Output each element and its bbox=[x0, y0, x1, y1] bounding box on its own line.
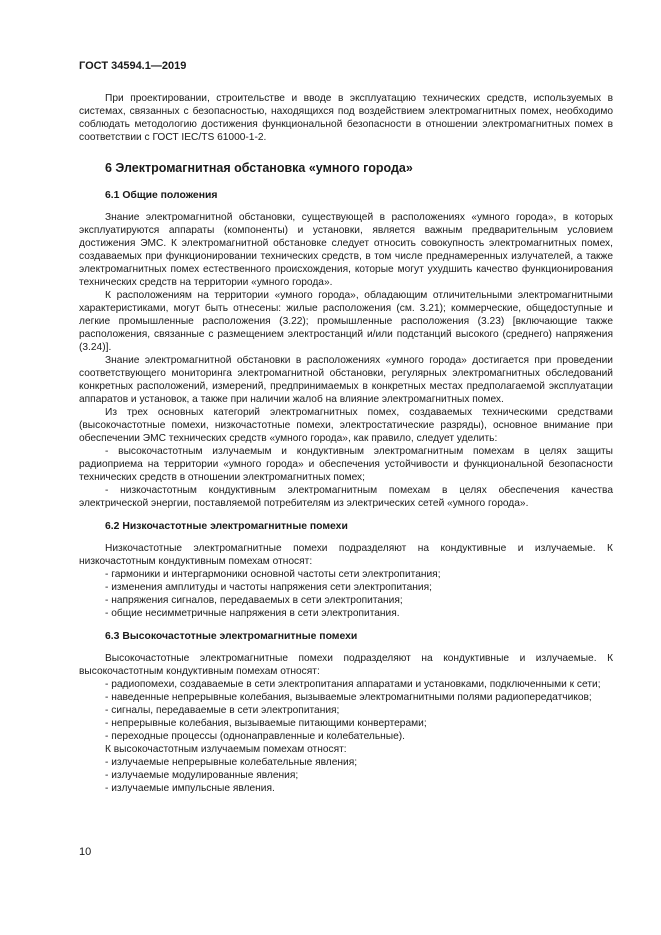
page-content bbox=[79, 92, 613, 795]
list-item: - изменения амплитуды и частоты напряжения сети электропитания; bbox=[105, 582, 432, 593]
list-item: - низкочастотным кондуктивным электромагнитным помехам в целях обеспечения качества электрической энергии, поставляемой потребителям из электрических сетей «умного города». bbox=[79, 485, 613, 509]
paragraph: Высокочастотные электромагнитные помехи подразделяют на кондуктивные и излучаемые. К высокочастотным кондуктивным помехам относят: bbox=[79, 653, 613, 677]
list-item: - гармоники и интергармоники основной частоты сети электропитания; bbox=[105, 569, 441, 580]
list-item: - общие несимметричные напряжения в сети электропитания. bbox=[105, 608, 400, 619]
list-item: - переходные процессы (однонаправленные и колебательные). bbox=[105, 731, 406, 742]
list-item: - напряжения сигналов, передаваемых в сети электропитания; bbox=[105, 595, 403, 606]
paragraph: Из трех основных категорий электромагнитных помех, создаваемых техническими средствами (высокочастотные помехи, низкочастотные помехи, электростатические разряды), основное внимание при обеспечении ЭМС технических средств «умного города», как правило, следует уделить: bbox=[79, 407, 613, 444]
list-item: - радиопомехи, создаваемые в сети электропитания аппаратами и установками, подключенными к сети; bbox=[105, 679, 601, 690]
paragraph: Знание электромагнитной обстановки в расположениях «умного города» достигается при проведении соответствующего мониторинга электромагнитной обстановки, регулярных электромагнитных обследований конкретных расположений, измерений, предпринимаемых в конкретных местах предполагаемой эксплуатации аппаратов и установок, а также при наличии жалоб на влияние электромагнитных помех. bbox=[79, 355, 613, 405]
list-item: - высокочастотным излучаемым и кондуктивным электромагнитным помехам в целях защиты радиоприема на территории «умного города» и обеспечения устойчивости и функциональной безопасности технических средств в отношении электромагнитных помех; bbox=[79, 446, 613, 483]
section-6-2-title: 6.2 Низкочастотные электромагнитные помехи bbox=[105, 521, 348, 532]
section-6-3-title: 6.3 Высокочастотные электромагнитные помехи bbox=[105, 631, 358, 642]
list-item: - излучаемые модулированные явления; bbox=[105, 770, 299, 781]
intro-paragraph: При проектировании, строительстве и вводе в эксплуатацию технических средств, используемых в системах, связанных с безопасностью, находящихся под воздействием электромагнитных помех, необходимо соблюдать методологию достижения функциональной безопасности в отношении электромагнитных помех в соответствии с ГОСТ IEC/TS 61000-1-2. bbox=[79, 93, 613, 143]
page-number: 10 bbox=[79, 846, 92, 858]
paragraph: К расположениям на территории «умного города», обладающим отличительными электромагнитными характеристиками, могут быть отнесены: жилые расположения (см. 3.21); коммерческие, общедоступные и легкие промышленные расположения (3.22); промышленные расположения (3.23) [включающие также расположения, связанные с размещением электростанций и/или подстанций высокого (среднего) напряжения (3.24)]. bbox=[79, 290, 613, 353]
list-item: - непрерывные колебания, вызываемые питающими конвертерами; bbox=[105, 718, 427, 729]
list-item: - излучаемые непрерывные колебательные явления; bbox=[105, 757, 358, 768]
list-item: - сигналы, передаваемые в сети электропитания; bbox=[105, 705, 340, 716]
document-header: ГОСТ 34594.1—2019 bbox=[79, 60, 187, 72]
list-item: - излучаемые импульсные явления. bbox=[105, 783, 275, 794]
section-6-1-title: 6.1 Общие положения bbox=[105, 190, 218, 201]
list-item: - наведенные непрерывные колебания, вызываемые электромагнитными полями радиопередатчиков; bbox=[105, 692, 592, 703]
section-6-title: 6 Электромагнитная обстановка «умного города» bbox=[105, 161, 413, 175]
list-subheading: К высокочастотным излучаемым помехам относят: bbox=[105, 744, 347, 755]
paragraph: Низкочастотные электромагнитные помехи подразделяют на кондуктивные и излучаемые. К низкочастотным кондуктивным помехам относят: bbox=[79, 543, 613, 567]
paragraph: Знание электромагнитной обстановки, существующей в расположениях «умного города», в которых эксплуатируются аппараты (компоненты) и установки, является важным предварительным условием достижения ЭМС. К электромагнитной обстановке следует относить совокупность электромагнитных помех, создаваемых при функционировании технических средств, в том числе преднамеренных излучателей, а также электромагнитных помех естественного происхождения, которые могут ухудшить качество функционирования технических средств на территории «умного города». bbox=[79, 212, 613, 288]
